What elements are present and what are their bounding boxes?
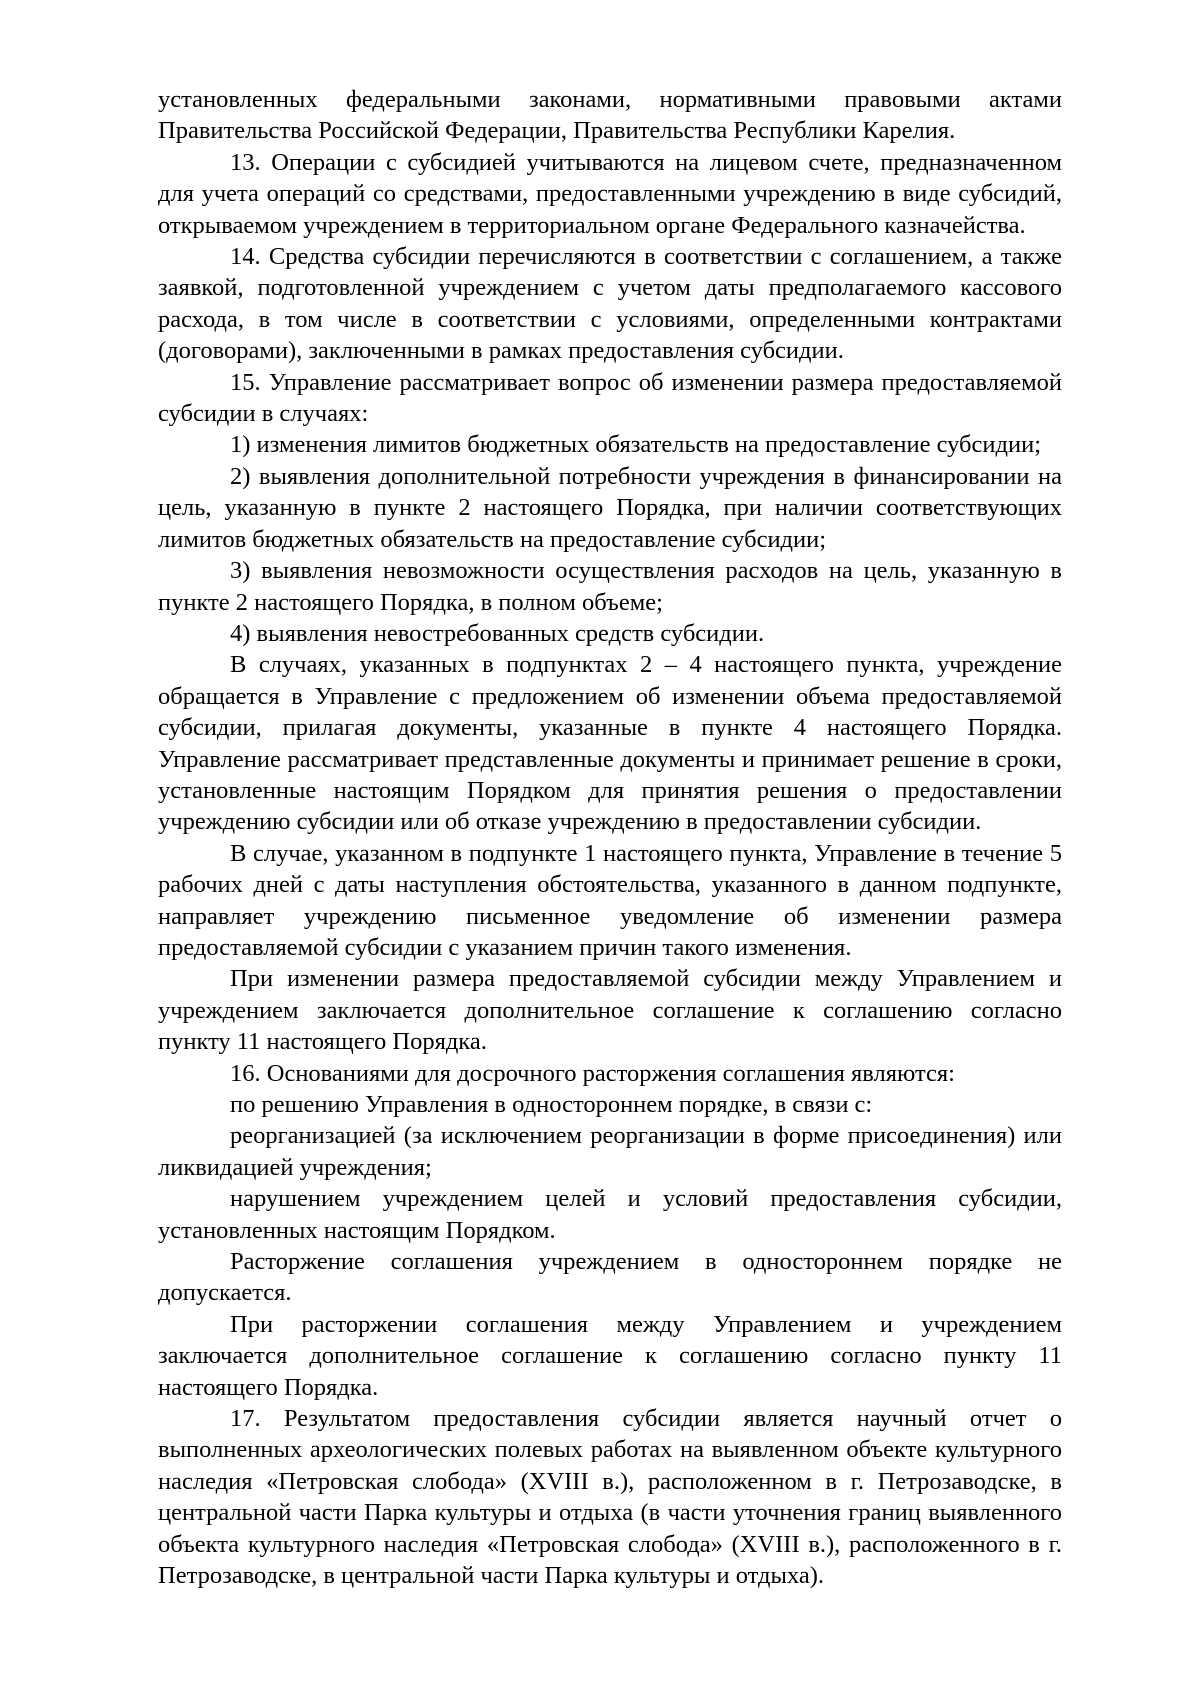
- paragraph-14: 14. Средства субсидии перечисляются в соответствии с соглашением, а также заявкой, подготовленной учреждением с учетом даты предполагаемого кассового расхода, в том числе в соответствии с условиями, определенными контрактами (договорами), заключенными в рамках предоставления субсидии.: [158, 243, 1062, 365]
- paragraph-15-item-1: 1) изменения лимитов бюджетных обязательств на предоставление субсидии;: [230, 431, 1042, 459]
- paragraph-15-item-3: 3) выявления невозможности осуществления расходов на цель, указанную в пункте 2 настоящего Порядка, в полном объеме;: [158, 557, 1062, 616]
- paragraph-15-case-1: В случае, указанном в подпункте 1 настоящего пункта, Управление в течение 5 рабочих дней с даты наступления обстоятельства, указанного в данном подпункте, направляет учреждению письменное уведомление об изменении размера предоставляемой субсидии с указанием причин такого изменения.: [158, 839, 1062, 961]
- paragraph-15-item-4: 4) выявления невостребованных средств субсидии.: [230, 619, 765, 647]
- paragraph-continuation: установленных федеральными законами, нормативными правовыми актами Правительства Российской Федерации, Правительства Республики Карелия.: [158, 86, 1062, 145]
- paragraph-13: 13. Операции с субсидией учитываются на лицевом счете, предназначенном для учета операций со средствами, предоставленными учреждению в виде субсидий, открываемом учреждением в территориальном органе Федерального казначейства.: [158, 148, 1062, 239]
- paragraph-16: 16. Основаниями для досрочного расторжения соглашения являются:: [230, 1059, 955, 1087]
- paragraph-16-not-allowed: Расторжение соглашения учреждением в одностороннем порядке не допускается.: [158, 1248, 1062, 1307]
- paragraph-15-additional-agreement: При изменении размера предоставляемой субсидии между Управлением и учреждением заключается дополнительное соглашение к соглашению согласно пункту 11 настоящего Порядка.: [158, 965, 1062, 1056]
- paragraph-17: 17. Результатом предоставления субсидии является научный отчет о выполненных археологических полевых работах на выявленном объекте культурного наследия «Петровская слобода» (XVIII в.), расположенном в г. Петрозаводске, в центральной части Парка культуры и отдыха (в части уточнения границ выявленного объекта культурного наследия «Петровская слобода» (XVIII в.), расположенного в г. Петрозаводске, в центральной части Парка культуры и отдыха).: [158, 1405, 1062, 1590]
- paragraph-16-unilateral: по решению Управления в одностороннем порядке, в связи с:: [230, 1091, 873, 1118]
- paragraph-16-violation: нарушением учреждением целей и условий предоставления субсидии, установленных настоящим Порядком.: [158, 1185, 1062, 1244]
- paragraph-15-item-2: 2) выявления дополнительной потребности учреждения в финансировании на цель, указанную в пункте 2 настоящего Порядка, при наличии соответствующих лимитов бюджетных обязательств на предоставление субсидии;: [158, 462, 1062, 553]
- paragraph-15: 15. Управление рассматривает вопрос об изменении размера предоставляемой субсидии в случаях:: [158, 368, 1062, 428]
- paragraph-16-termination-agreement: При расторжении соглашения между Управлением и учреждением заключается дополнительное соглашение к соглашению согласно пункту 11 настоящего Порядка.: [158, 1310, 1062, 1401]
- paragraph-15-cases-2-4: В случаях, указанных в подпунктах 2 – 4 настоящего пункта, учреждение обращается в Управление с предложением об изменении объема предоставляемой субсидии, прилагая документы, указанные в пункте 4 настоящего Порядка. Управление рассматривает представленные документы и принимает решение в сроки, установленные настоящим Порядком для принятия решения о предоставлении учреждению субсидии или об отказе учреждению в предоставлении субсидии.: [158, 651, 1062, 836]
- paragraph-16-reorganization: реорганизацией (за исключением реорганизации в форме присоединения) или ликвидацией учреждения;: [158, 1122, 1062, 1181]
